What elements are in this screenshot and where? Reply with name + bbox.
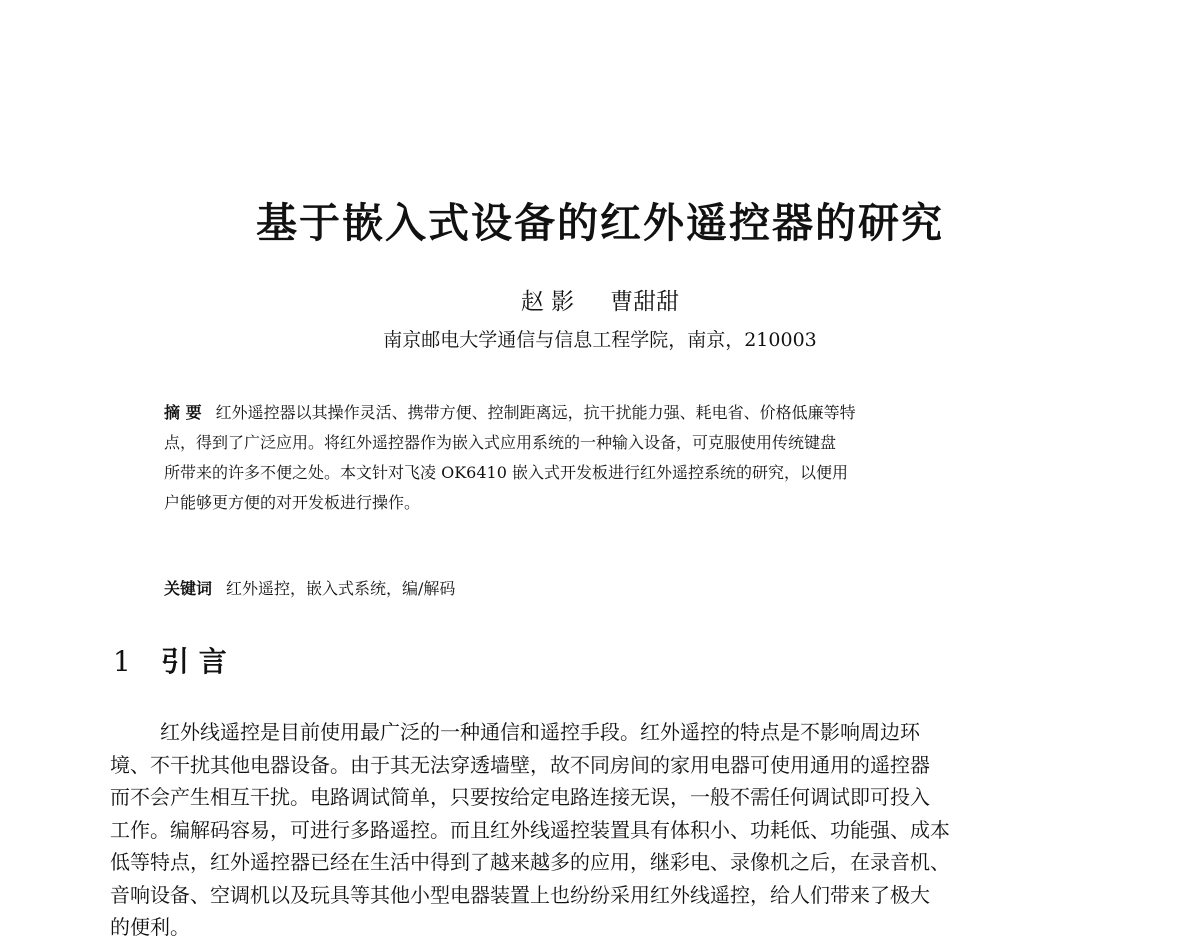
section-title: 引 言 xyxy=(161,645,227,678)
body-line: 红外线遥控是目前使用最广泛的一种通信和遥控手段。红外遥控的特点是不影响周边环 xyxy=(160,720,920,744)
author-name: 曹甜甜 xyxy=(610,289,680,315)
section-heading xyxy=(113,640,227,680)
author-list xyxy=(0,283,1200,316)
body-line: 音响设备、空调机以及玩具等其他小型电器装置上也纷纷采用红外线遥控，给人们带来了极大 xyxy=(110,882,930,907)
keywords-text: 红外遥控，嵌入式系统，编/解码 xyxy=(226,579,456,598)
abstract-line xyxy=(164,398,1044,428)
body-paragraph xyxy=(110,716,1110,944)
body-line: 境、不干扰其他电器设备。由于其无法穿透墙壁，故不同房间的家用电器可使用通用的遥控器 xyxy=(110,752,930,777)
paper-title: 基于嵌入式设备的红外遥控器的研究 xyxy=(256,199,944,247)
author-name: 赵 影 xyxy=(520,289,575,315)
abstract-line: 所带来的许多不便之处。本文针对飞凌 OK6410 嵌入式开发板进行红外遥控系统的研究，以便用 xyxy=(164,463,848,482)
abstract-line: 户能够更方便的对开发板进行操作。 xyxy=(164,493,421,512)
body-line: 而不会产生相互干扰。电路调试简单，只要按给定电路连接无误，一般不需任何调试即可投入 xyxy=(110,785,930,809)
abstract-label: 摘 要 xyxy=(164,403,202,422)
body-line: 低等特点，红外遥控器已经在生活中得到了越来越多的应用，继彩电、录像机之后，在录音机、 xyxy=(110,850,950,874)
body-line: 工作。编解码容易，可进行多路遥控。而且红外线遥控装置具有体积小、功耗低、功能强、成本 xyxy=(110,817,950,842)
abstract-text: 红外遥控器以其操作灵活、携带方便、控制距离远，抗干扰能力强、耗电省、价格低廉等特 xyxy=(215,403,856,422)
keywords-label: 关键词 xyxy=(164,579,213,598)
affiliation: 南京邮电大学通信与信息工程学院，南京，210003 xyxy=(383,329,817,351)
abstract xyxy=(164,398,1044,518)
keywords xyxy=(164,576,455,599)
section-number: 1 xyxy=(113,645,131,678)
body-line: 的便利。 xyxy=(110,915,190,939)
abstract-line: 点，得到了广泛应用。将红外遥控器作为嵌入式应用系统的一种输入设备，可克服使用传统键盘 xyxy=(164,433,837,452)
